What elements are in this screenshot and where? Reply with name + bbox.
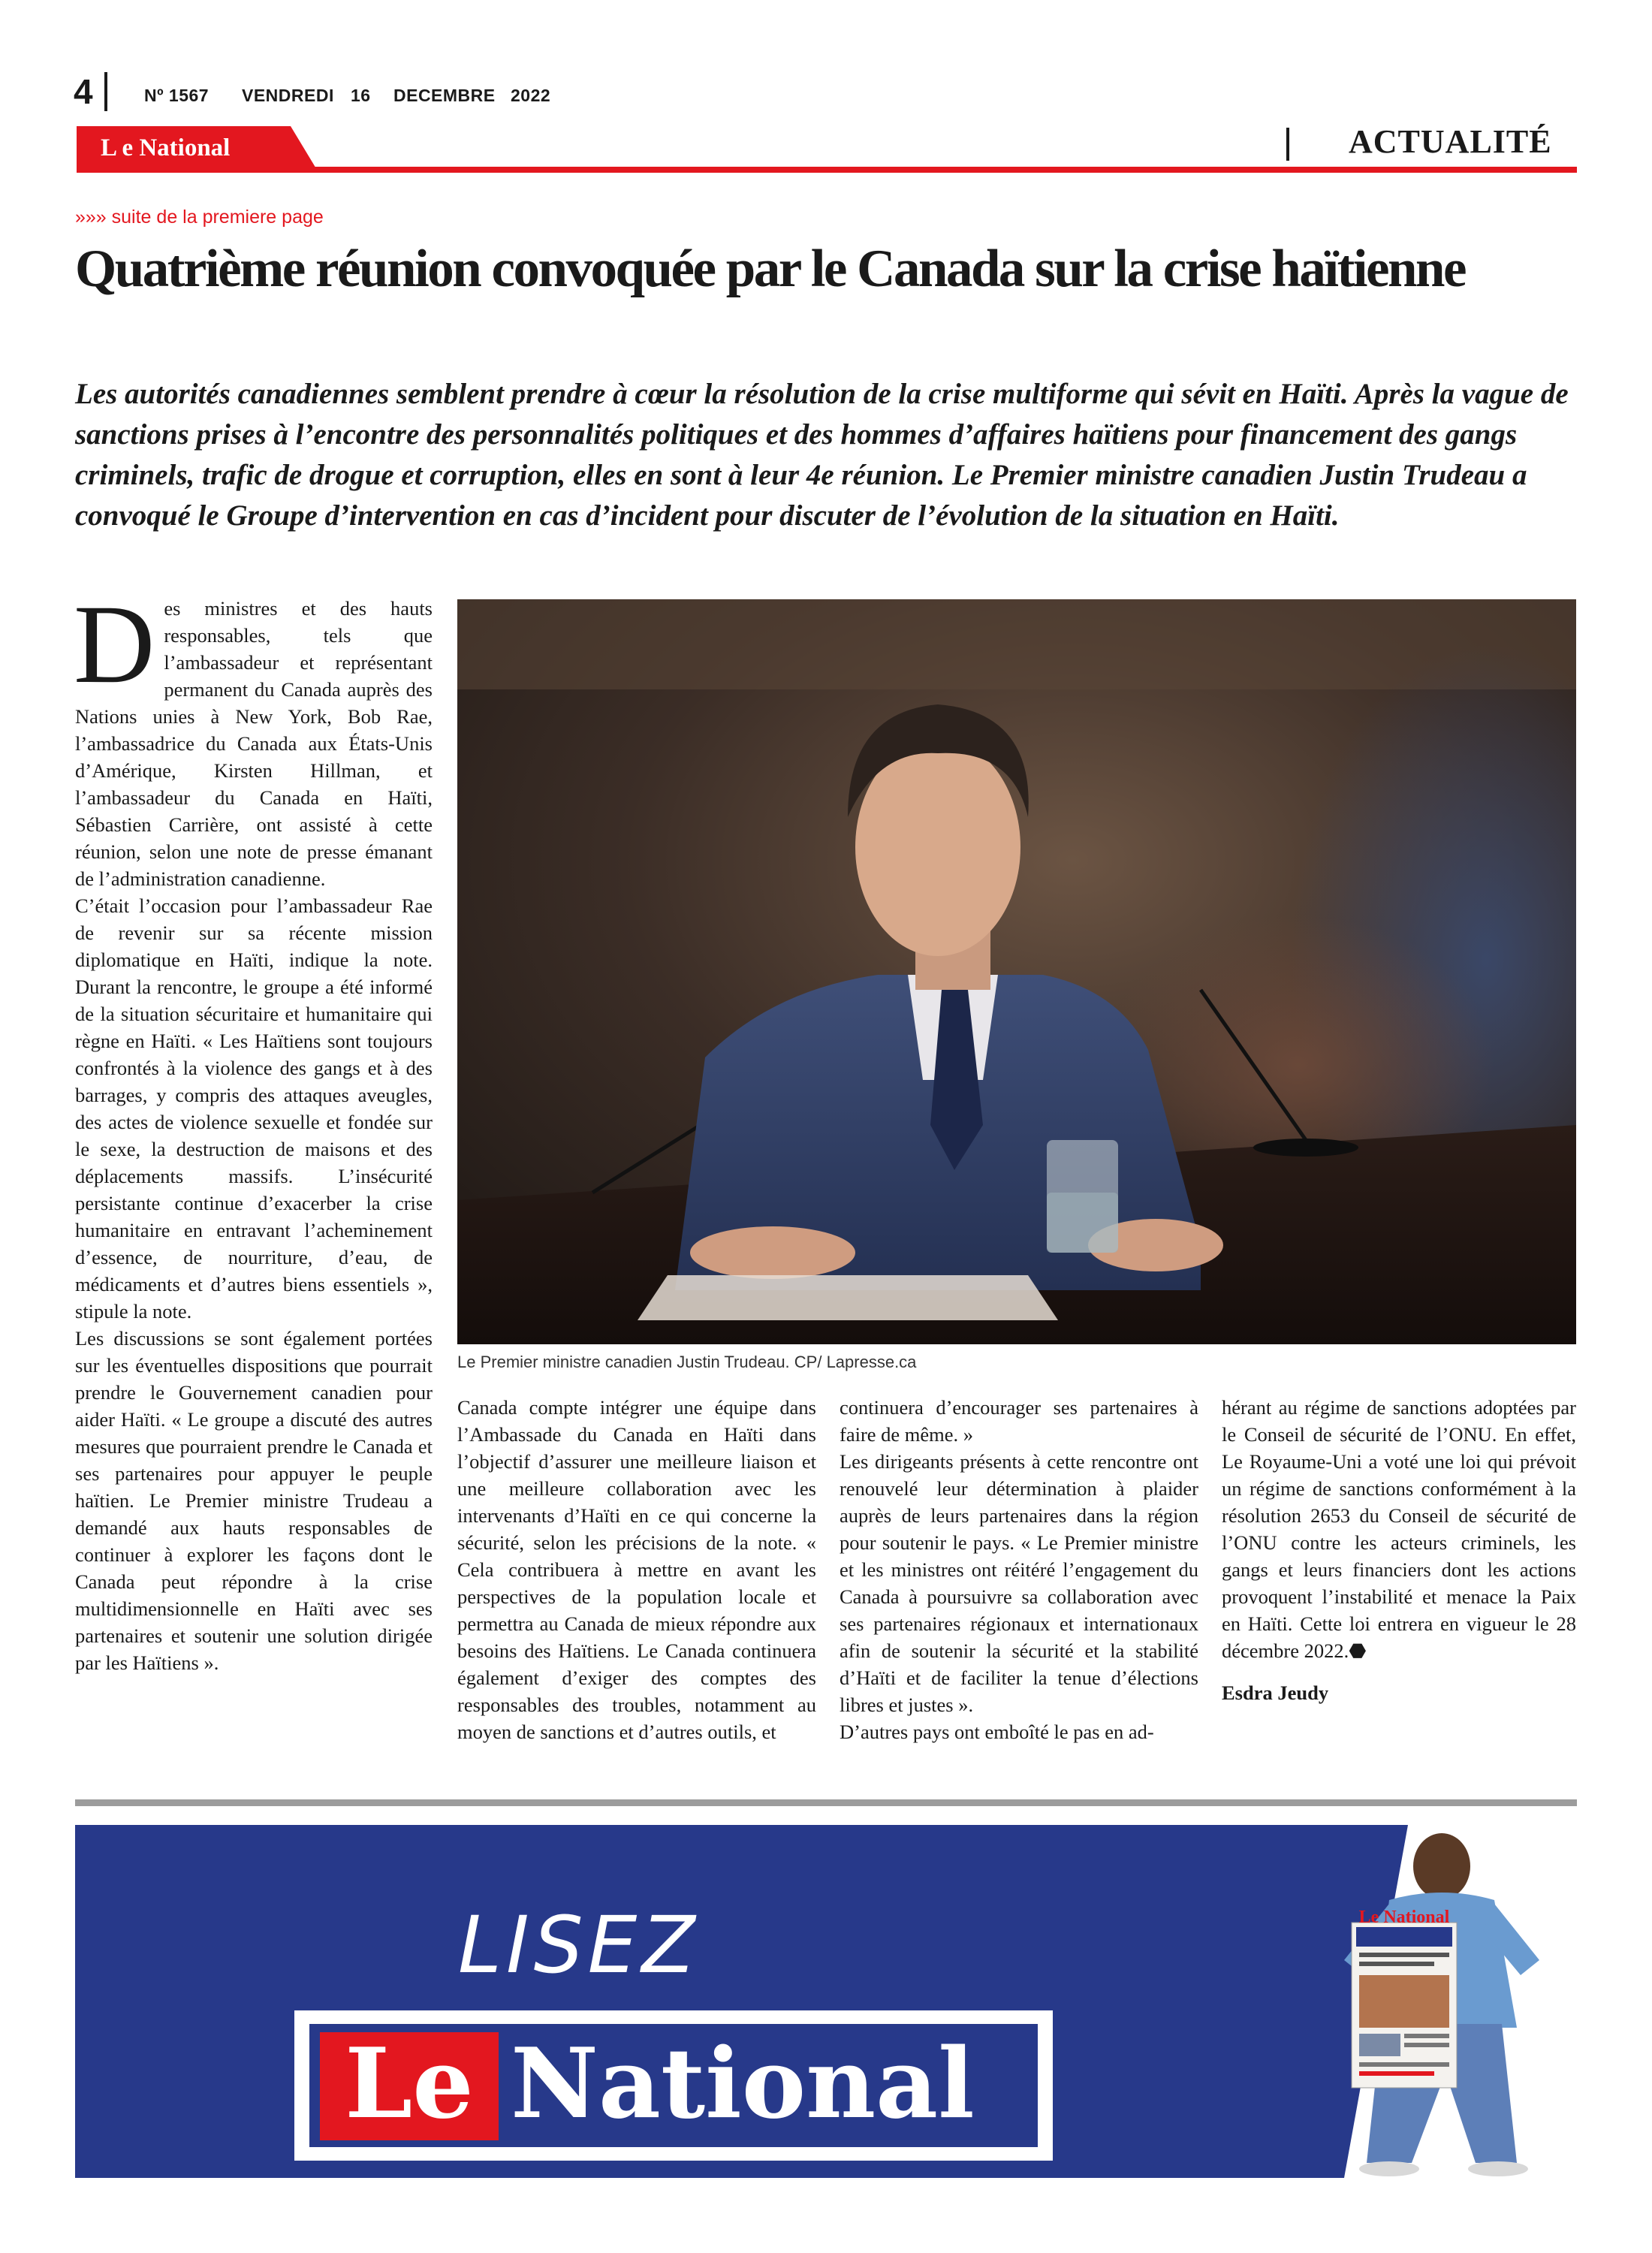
paragraph: Les dirigeants présents à cette rencontre ont renouvelé leur détermination à plaider auprès de leurs partenaires dans la région pour soutenir le pays. « Le Premier ministre et les ministres ont réitéré l’engagement du Canada à poursuivre sa collaboration avec ses partenaires régionaux et internationaux afin de soutenir la sécurité et la stabilité d’Haïti et de faciliter la tenue d’élections libres et justes ». (840, 1450, 1198, 1716)
brand-name: L e National (101, 134, 231, 161)
article-headline: Quatrième réunion convoquée par le Canada sur la crise haïtienne (75, 240, 1465, 298)
page-number: 4 (74, 72, 93, 111)
article-column-2 (457, 1394, 816, 1745)
page-number-divider (104, 72, 107, 111)
section-divider (1286, 128, 1289, 161)
drop-cap: D (74, 582, 155, 707)
ad-logo-national: National (511, 2028, 975, 2140)
byline: Esdra Jeudy (1222, 1681, 1329, 1704)
date-year: 2022 (511, 86, 551, 105)
header-rule (77, 167, 1577, 173)
ad-separator (75, 1799, 1577, 1806)
issue-number: Nº 1567 (144, 86, 210, 105)
article-photo (457, 599, 1576, 1344)
date-number: 16 (351, 86, 371, 105)
article-column-3 (840, 1394, 1198, 1745)
ad-newspaper-logo: Le National (1358, 1908, 1450, 1927)
article-column-4 (1222, 1394, 1576, 1706)
ad-headline: LISEZ (458, 1899, 700, 1991)
date-month: DECEMBRE (393, 86, 496, 105)
article-column-1 (74, 582, 433, 1676)
section-label: ACTUALITÉ (1349, 123, 1552, 160)
paragraph: es ministres et des hauts responsables, tels que l’ambassadeur et représentant permanent du Canada auprès des Nations unies à New York, Bob Rae, l’ambassadrice du Canada aux États-Unis d’Amérique, Kirsten Hillman, et l’ambassadeur du Canada en Haïti, Sébastien Carrière, ont assisté à cette réunion, selon une note de presse émanant de l’administration canadienne. (75, 597, 433, 890)
paragraph: hérant au régime de sanctions adoptées par le Conseil de sécurité de l’ONU. En effet, Le Royaume-Uni a voté une loi qui prévoit un régime de sanctions conformément à la résolution 2653 du Conseil de sécurité de l’ONU contre les acteurs criminels, les gangs et leurs financiers dont les actions provoquent l’instabilité et menace la Paix en Haïti. Cette loi entrera en vigueur le 28 décembre 2022.⬣ (1222, 1396, 1576, 1662)
paragraph: D’autres pays ont emboîté le pas en ad- (840, 1721, 1154, 1743)
paragraph: continuera d’encourager ses partenaires à faire de même. » (840, 1396, 1198, 1446)
date-day: VENDREDI (242, 86, 334, 105)
paragraph: Canada compte intégrer une équipe dans l’Ambassade du Canada en Haïti dans l’objectif d’assurer une meilleure liaison et une meilleure collaboration avec les intervenants d’Haïti en ce qui concerne la sécurité, selon les précisions de la note. « Cela contribuera à mettre en avant les perspectives de la population locale et permettra au Canada de mieux répondre aux besoins des Haïtiens. Le Canada continuera également d’exiger des comptes des responsables des troubles, notamment au moyen de sanctions et d’autres outils, et (457, 1396, 816, 1743)
paragraph: Les discussions se sont également portées sur les éventuelles dispositions que pourrait prendre le Gouvernement canadien pour aider Haïti. « Le groupe a discuté des autres mesures que pourraient prendre le Canada et ses partenaires pour appuyer le peuple haïtien. Le Premier ministre Trudeau a demandé aux hauts responsables de continuer à explorer les façons dont le Canada peut répondre à la crise multidimensionnelle en Haïti avec ses partenaires et soutenir une solution dirigée par les Haïtiens ». (75, 1327, 433, 1674)
continuation-kicker: »»» suite de la premiere page (75, 207, 324, 228)
paragraph: C’était l’occasion pour l’ambassadeur Rae de revenir sur sa récente mission diplomatique en Haïti, indique la note. Durant la rencontre, le groupe a été informé de la situation sécuritaire et humanitaire qui règne en Haïti. « Les Haïtiens sont toujours confrontés à la violence des gangs et à des barrages, y compris des attaques aveugles, des actes de violence sexuelle et fondée sur le sexe, la destruction de maisons et des déplacements massifs. L’insécurité persistante continue d’exacerber la crise humanitaire en entravant l’acheminement d’essence, de nourriture, d’eau, de médicaments et d’autres biens essentiels », stipule la note. (75, 894, 433, 1323)
photo-caption: Le Premier ministre canadien Justin Trudeau. CP/ Lapresse.ca (457, 1353, 917, 1371)
article-lead: Les autorités canadiennes semblent prendre à cœur la résolution de la crise multiforme qui sévit en Haïti. Après la vague de sanctions prises à l’encontre des personnalités politiques et des hommes d’affaires haïtiens pour financement des gangs criminels, trafic de drogue et corruption, elles en sont à leur 4e réunion. Le Premier ministre canadien Justin Trudeau a convoqué le Groupe d’intervention en cas d’incident pour discuter de l’évolution de la situation en Haïti. (75, 378, 1569, 532)
photo-illustration (457, 599, 1576, 1344)
ad-logo-le: Le (345, 2028, 474, 2140)
ad-model-with-newspaper (1329, 1832, 1554, 2178)
